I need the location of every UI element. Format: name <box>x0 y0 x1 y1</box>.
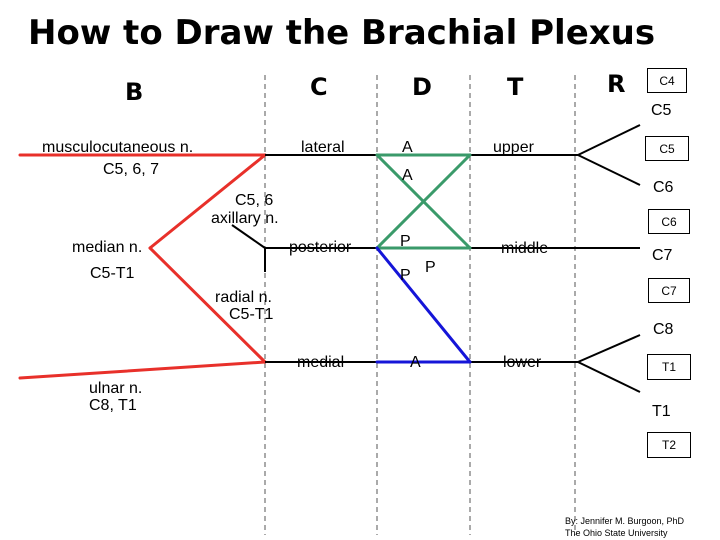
radial-roots: C5-T1 <box>229 306 274 323</box>
root-t1-lower <box>578 362 640 392</box>
lateral-cord-label: lateral <box>301 139 345 156</box>
posterior-cord-label: posterior <box>289 239 352 256</box>
vertebra-t1-box: T1 <box>647 354 691 380</box>
header-branches: B <box>125 78 144 106</box>
axillary-roots: C5, 6 <box>235 192 274 209</box>
header-cords: C <box>310 73 328 101</box>
musculocutaneous-roots: C5, 6, 7 <box>103 161 160 178</box>
cords-trunks-roots <box>232 125 640 392</box>
terminal-branches <box>20 155 265 378</box>
root-c5-label: C5 <box>651 102 672 119</box>
divisions-blue <box>377 248 470 362</box>
page-title: How to Draw the Brachial Plexus <box>28 13 656 53</box>
credit-institution: The Ohio State University <box>565 528 668 538</box>
axillary-branch <box>232 225 265 248</box>
lower-trunk-label: lower <box>503 354 542 371</box>
root-c8-lower <box>578 335 640 362</box>
median-roots: C5-T1 <box>90 265 135 282</box>
ulnar-roots: C8, T1 <box>89 397 137 414</box>
axillary-label: axillary n. <box>211 210 279 227</box>
vertebra-c7-box: C7 <box>648 278 690 303</box>
root-c7-label: C7 <box>652 247 673 264</box>
root-t1-label: T1 <box>652 403 671 420</box>
vertebra-c5-box: C5 <box>645 136 689 161</box>
division-p-left: P <box>400 267 411 284</box>
vertebra-c6-box: C6 <box>648 209 690 234</box>
division-a-middle: A <box>402 167 413 184</box>
ulnar-branch <box>20 362 265 378</box>
header-roots: R <box>607 70 626 98</box>
division-a-lower: A <box>410 354 421 371</box>
division-p-right: P <box>425 259 436 276</box>
medial-cord-label: medial <box>297 354 345 371</box>
vertebra-t2-box: T2 <box>647 432 691 458</box>
median-label: median n. <box>72 239 143 256</box>
divisions-green <box>377 155 470 248</box>
division-a-upper: A <box>402 139 413 156</box>
credit-author: By: Jennifer M. Burgoon, PhD <box>565 516 685 526</box>
root-c6-label: C6 <box>653 179 674 196</box>
header-trunks: T <box>507 73 524 101</box>
root-c8-label: C8 <box>653 321 674 338</box>
upper-trunk-label: upper <box>493 139 534 156</box>
middle-trunk-label: middle <box>501 240 549 257</box>
vertebra-c4-box: C4 <box>647 68 687 93</box>
radial-label: radial n. <box>215 289 272 306</box>
root-c6-upper <box>578 155 640 185</box>
header-divisions: D <box>412 73 432 101</box>
lower-posterior-division <box>377 248 470 362</box>
division-p-upper: P <box>400 233 411 250</box>
musculocutaneous-label: musculocutaneous n. <box>42 139 194 156</box>
root-c5-upper <box>578 125 640 155</box>
ulnar-label: ulnar n. <box>89 380 143 397</box>
